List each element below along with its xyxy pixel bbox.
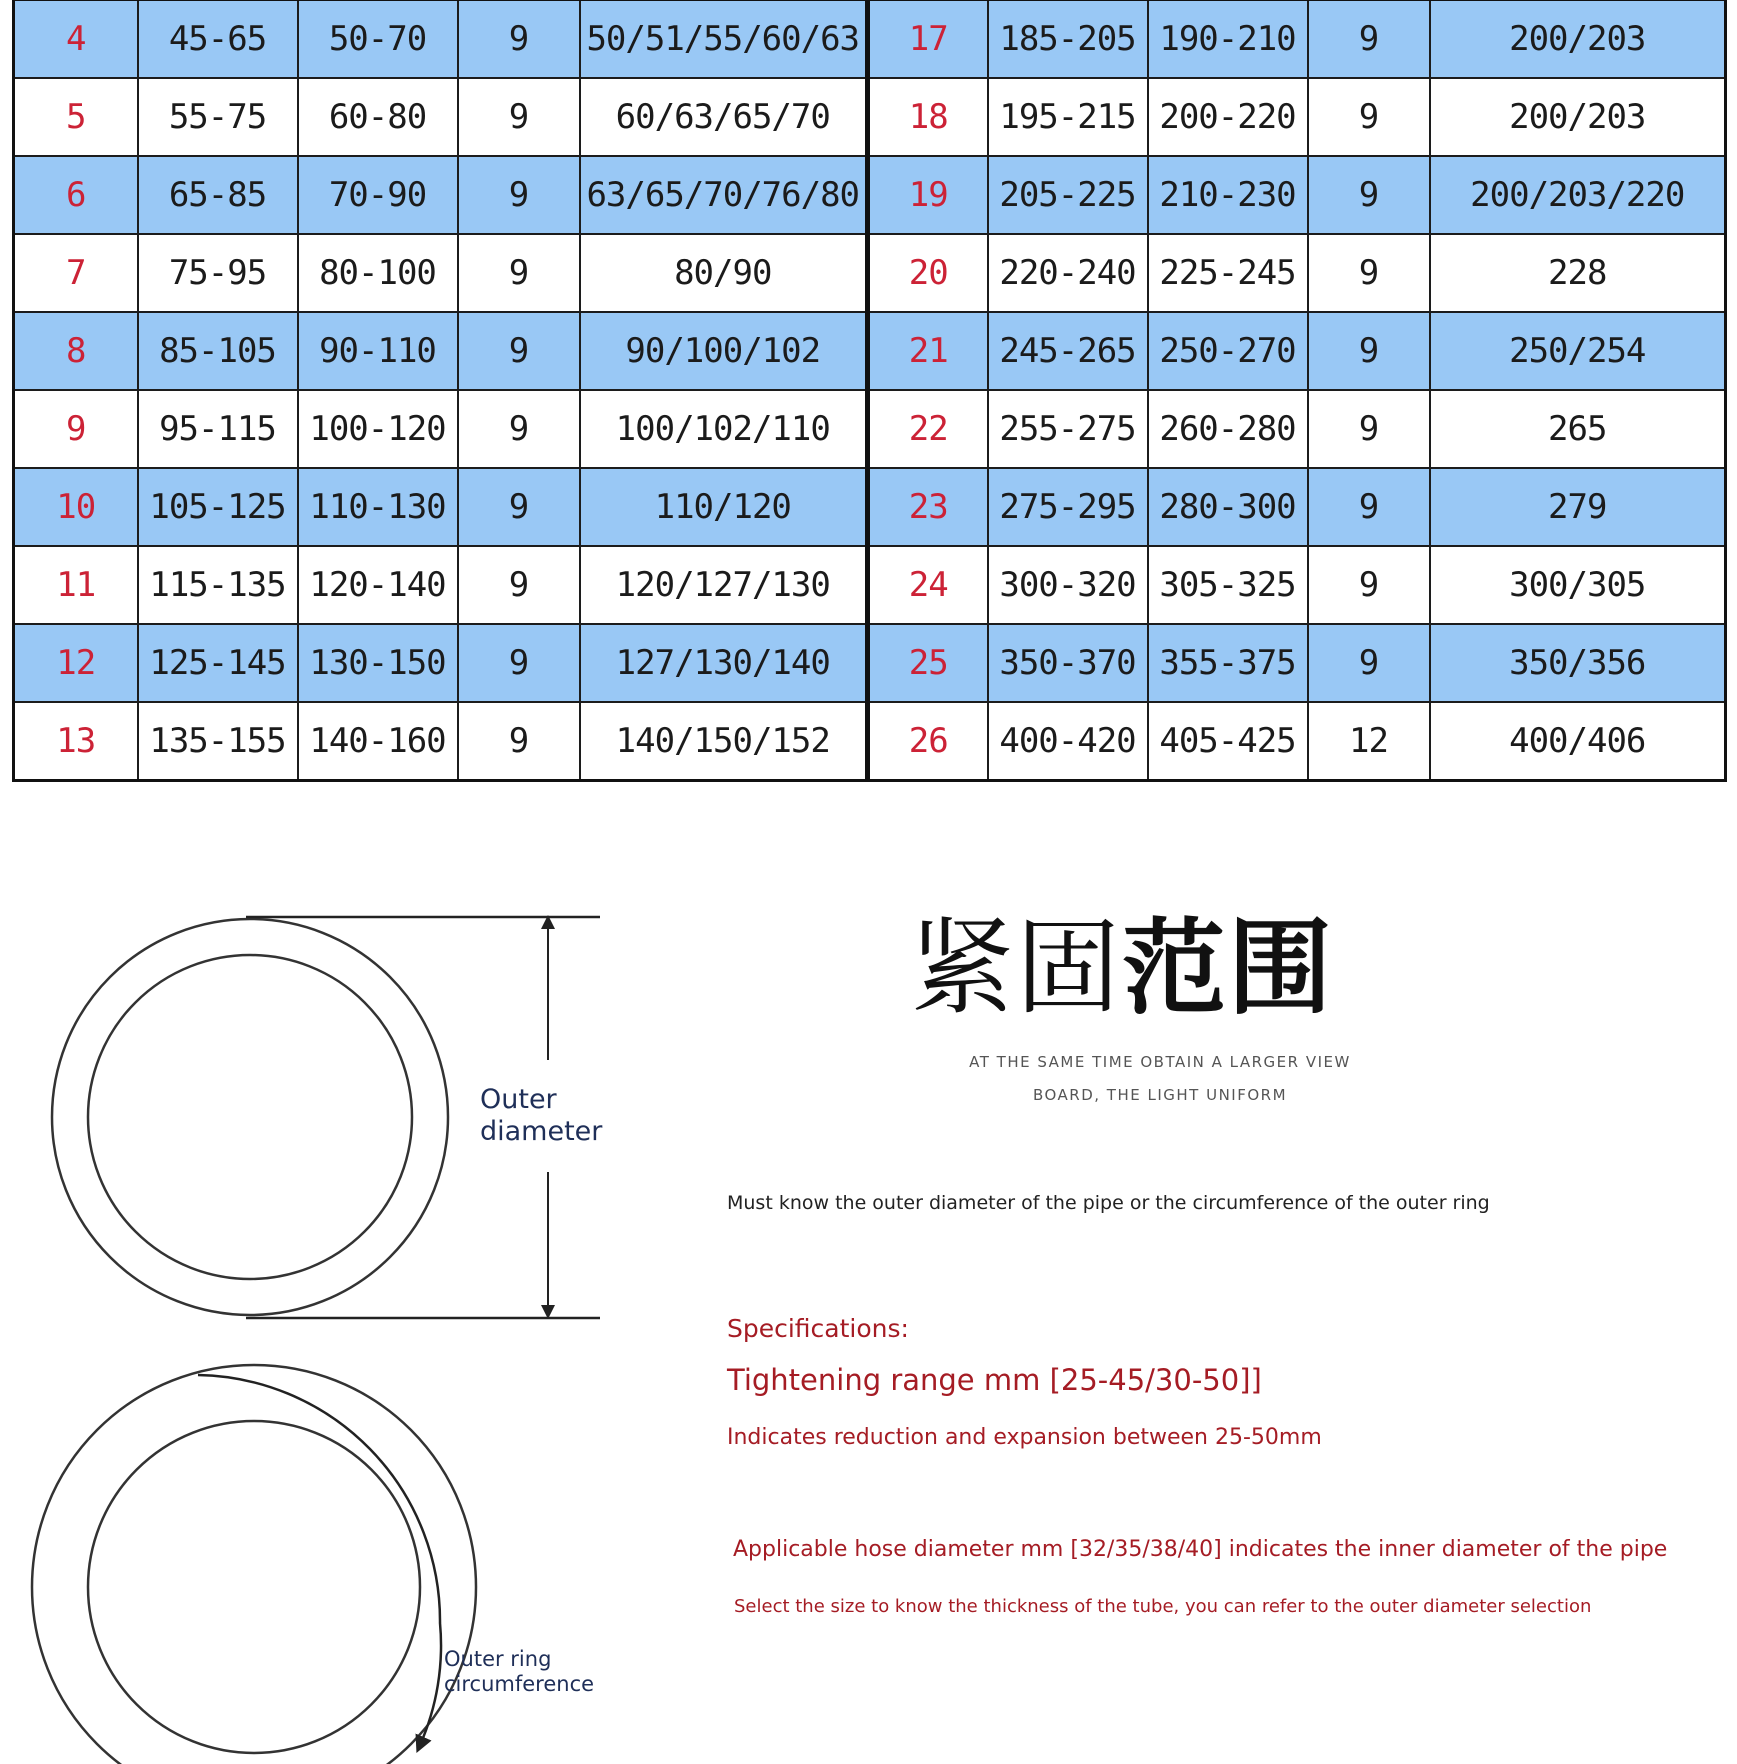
table-cell-fit-sizes: 110/120 — [580, 468, 868, 546]
table-cell-size-number: 9 — [14, 390, 138, 468]
table-cell-size-number: 20 — [868, 234, 988, 312]
table-cell-fit-sizes: 90/100/102 — [580, 312, 868, 390]
table-row — [14, 702, 1726, 781]
table-cell-max-range: 250-270 — [1148, 312, 1308, 390]
table-cell-size-number: 12 — [14, 624, 138, 702]
table-cell-min-range: 75-95 — [138, 234, 298, 312]
table-row — [14, 0, 1726, 78]
table-row — [14, 156, 1726, 234]
table-cell-fit-sizes: 60/63/65/70 — [580, 78, 868, 156]
table-cell-band-width: 9 — [1308, 156, 1430, 234]
table-cell-size-number: 21 — [868, 312, 988, 390]
table-cell-size-number: 19 — [868, 156, 988, 234]
table-cell-band-width: 9 — [458, 546, 580, 624]
table-cell-min-range: 105-125 — [138, 468, 298, 546]
heading-subtitle-line2: BOARD, THE LIGHT UNIFORM — [1032, 1086, 1288, 1104]
table-cell-fit-sizes: 279 — [1430, 468, 1726, 546]
inner-ring — [88, 955, 412, 1279]
table-cell-min-range: 65-85 — [138, 156, 298, 234]
table-cell-size-number: 22 — [868, 390, 988, 468]
table-cell-max-range: 225-245 — [1148, 234, 1308, 312]
table-row — [14, 312, 1726, 390]
table-cell-min-range: 400-420 — [988, 702, 1148, 781]
table-cell-min-range: 350-370 — [988, 624, 1148, 702]
table-cell-min-range: 220-240 — [988, 234, 1148, 312]
table-cell-band-width: 9 — [458, 78, 580, 156]
table-cell-fit-sizes: 200/203/220 — [1430, 156, 1726, 234]
table-cell-band-width: 9 — [1308, 312, 1430, 390]
table-cell-band-width: 9 — [1308, 468, 1430, 546]
table-cell-fit-sizes: 63/65/70/76/80 — [580, 156, 868, 234]
reduction-expansion-text: Indicates reduction and expansion between 25-50mm — [727, 1425, 1322, 1450]
table-cell-max-range: 190-210 — [1148, 0, 1308, 78]
table-cell-fit-sizes: 350/356 — [1430, 624, 1726, 702]
table-cell-fit-sizes: 100/102/110 — [580, 390, 868, 468]
table-cell-size-number: 7 — [14, 234, 138, 312]
table-cell-fit-sizes: 300/305 — [1430, 546, 1726, 624]
outer-ring — [52, 919, 448, 1315]
table-cell-band-width: 9 — [458, 702, 580, 781]
table-cell-band-width: 9 — [1308, 390, 1430, 468]
table-cell-band-width: 9 — [1308, 624, 1430, 702]
table-cell-max-range: 120-140 — [298, 546, 458, 624]
table-row — [14, 624, 1726, 702]
table-cell-size-number: 18 — [868, 78, 988, 156]
table-cell-min-range: 275-295 — [988, 468, 1148, 546]
table-cell-band-width: 9 — [458, 234, 580, 312]
table-cell-fit-sizes: 265 — [1430, 390, 1726, 468]
table-cell-fit-sizes: 400/406 — [1430, 702, 1726, 781]
table-cell-min-range: 55-75 — [138, 78, 298, 156]
table-cell-max-range: 200-220 — [1148, 78, 1308, 156]
table-row — [14, 234, 1726, 312]
hose-diameter-text: Applicable hose diameter mm [32/35/38/40] indicates the inner diameter of the pipe — [733, 1537, 1668, 1562]
table-cell-max-range: 405-425 — [1148, 702, 1308, 781]
table-cell-band-width: 9 — [1308, 0, 1430, 78]
specifications-heading: Specifications: — [727, 1314, 909, 1343]
heading-part-light: 紧固 — [910, 907, 1123, 1029]
circumference-diagram — [0, 1355, 640, 1764]
table-cell-max-range: 90-110 — [298, 312, 458, 390]
table-cell-min-range: 185-205 — [988, 0, 1148, 78]
table-cell-size-number: 8 — [14, 312, 138, 390]
table-cell-size-number: 26 — [868, 702, 988, 781]
table-cell-size-number: 5 — [14, 78, 138, 156]
heading-subtitle-line1: AT THE SAME TIME OBTAIN A LARGER VIEW — [969, 1053, 1351, 1071]
table-cell-size-number: 4 — [14, 0, 138, 78]
table-cell-max-range: 50-70 — [298, 0, 458, 78]
table-cell-max-range: 80-100 — [298, 234, 458, 312]
circumference-label: Outer ring circumference — [444, 1647, 595, 1697]
table-cell-min-range: 45-65 — [138, 0, 298, 78]
table-cell-min-range: 255-275 — [988, 390, 1148, 468]
table-cell-max-range: 70-90 — [298, 156, 458, 234]
table-cell-band-width: 9 — [1308, 234, 1430, 312]
table-cell-min-range: 95-115 — [138, 390, 298, 468]
table-cell-max-range: 110-130 — [298, 468, 458, 546]
table-cell-min-range: 115-135 — [138, 546, 298, 624]
size-table — [12, 0, 1727, 782]
table-cell-fit-sizes: 228 — [1430, 234, 1726, 312]
table-cell-max-range: 260-280 — [1148, 390, 1308, 468]
table-cell-max-range: 130-150 — [298, 624, 458, 702]
outer-ring — [32, 1365, 476, 1764]
table-cell-size-number: 17 — [868, 0, 988, 78]
table-cell-max-range: 60-80 — [298, 78, 458, 156]
table-cell-band-width: 9 — [458, 390, 580, 468]
table-cell-max-range: 305-325 — [1148, 546, 1308, 624]
table-cell-min-range: 125-145 — [138, 624, 298, 702]
table-cell-min-range: 195-215 — [988, 78, 1148, 156]
table-cell-band-width: 9 — [458, 624, 580, 702]
outer-diameter-label: Outer diameter — [480, 1084, 603, 1148]
table-cell-max-range: 140-160 — [298, 702, 458, 781]
select-size-text: Select the size to know the thickness of the tube, you can refer to the outer diameter selection — [734, 1596, 1592, 1617]
table-cell-size-number: 6 — [14, 156, 138, 234]
table-cell-fit-sizes: 250/254 — [1430, 312, 1726, 390]
inner-ring — [88, 1421, 420, 1753]
heading-part-bold: 范围 — [1122, 907, 1335, 1029]
table-cell-size-number: 23 — [868, 468, 988, 546]
table-row — [14, 468, 1726, 546]
table-cell-size-number: 13 — [14, 702, 138, 781]
table-cell-fit-sizes: 200/203 — [1430, 0, 1726, 78]
table-cell-band-width: 12 — [1308, 702, 1430, 781]
table-cell-band-width: 9 — [458, 468, 580, 546]
tightening-range-text: Tightening range mm [25-45/30-50]] — [727, 1363, 1262, 1397]
table-cell-max-range: 210-230 — [1148, 156, 1308, 234]
table-cell-band-width: 9 — [458, 312, 580, 390]
table-cell-fit-sizes: 50/51/55/60/63 — [580, 0, 868, 78]
table-cell-fit-sizes: 120/127/130 — [580, 546, 868, 624]
table-cell-max-range: 100-120 — [298, 390, 458, 468]
table-cell-size-number: 24 — [868, 546, 988, 624]
table-cell-fit-sizes: 127/130/140 — [580, 624, 868, 702]
table-cell-max-range: 355-375 — [1148, 624, 1308, 702]
table-cell-max-range: 280-300 — [1148, 468, 1308, 546]
table-cell-size-number: 11 — [14, 546, 138, 624]
size-table-body — [14, 0, 1726, 781]
table-cell-size-number: 10 — [14, 468, 138, 546]
table-cell-band-width: 9 — [1308, 78, 1430, 156]
table-cell-min-range: 245-265 — [988, 312, 1148, 390]
table-cell-min-range: 300-320 — [988, 546, 1148, 624]
table-cell-band-width: 9 — [458, 0, 580, 78]
table-cell-fit-sizes: 200/203 — [1430, 78, 1726, 156]
table-cell-fit-sizes: 140/150/152 — [580, 702, 868, 781]
table-cell-min-range: 85-105 — [138, 312, 298, 390]
table-cell-size-number: 25 — [868, 624, 988, 702]
table-row — [14, 78, 1726, 156]
table-cell-fit-sizes: 80/90 — [580, 234, 868, 312]
table-row — [14, 390, 1726, 468]
table-cell-min-range: 205-225 — [988, 156, 1148, 234]
table-row — [14, 546, 1726, 624]
must-know-note: Must know the outer diameter of the pipe or the circumference of the outer ring — [727, 1192, 1490, 1214]
heading-tightening-range — [910, 907, 1364, 1029]
table-cell-band-width: 9 — [1308, 546, 1430, 624]
table-cell-band-width: 9 — [458, 156, 580, 234]
table-cell-min-range: 135-155 — [138, 702, 298, 781]
circumference-arc-arrow — [198, 1375, 441, 1745]
